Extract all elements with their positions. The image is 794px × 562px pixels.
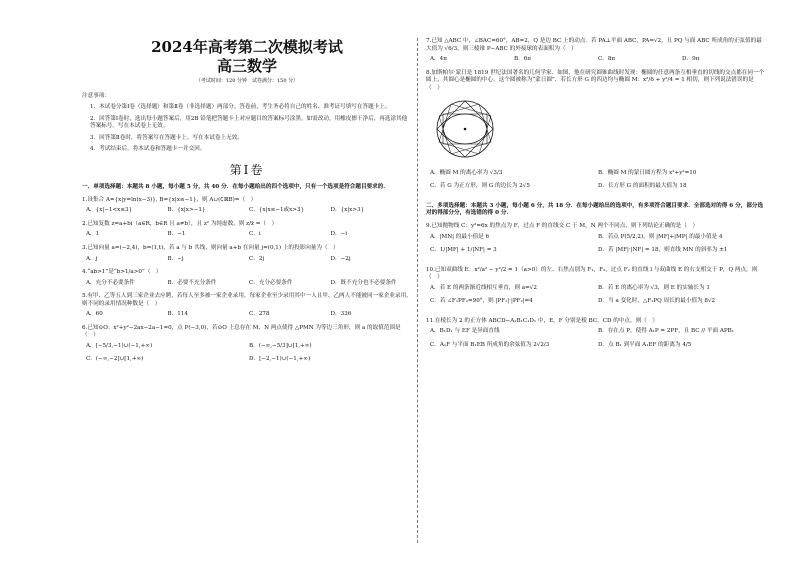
option-a: A．B₁D₁ 与 EF 是异面直线 xyxy=(430,328,500,335)
option-d: D．既不充分也不必要条件 xyxy=(330,279,397,286)
option-a: A．若 E 的两条渐近线相互垂直，则 a=√2 xyxy=(430,284,537,291)
option-b: B．若 E 的离心率为 √3，则 E 的实轴长为 1 xyxy=(598,284,710,291)
option-b: B．114 xyxy=(167,311,188,318)
option-b: B．−1 xyxy=(167,231,186,238)
option-b: B．(−∞,−5/3]∪[1,+∞) xyxy=(249,342,312,349)
question-5-options xyxy=(86,311,412,319)
option-c: C．278 xyxy=(249,311,270,318)
question-4-options xyxy=(86,280,412,288)
question-11-options xyxy=(430,328,766,355)
option-d: D．336 xyxy=(330,311,352,318)
option-b: B．{x|x>−1} xyxy=(167,207,206,214)
option-a: A．椭圆 M 的离心率为 √3/3 xyxy=(430,169,503,176)
exam-subtitle: 高三数学 xyxy=(216,57,277,75)
column-divider xyxy=(417,38,418,543)
option-b: B．−j xyxy=(167,255,184,262)
question-8-options xyxy=(430,170,766,197)
exam-title: 2024年高考第二次模拟考试 xyxy=(151,38,343,56)
volume-title: 第Ⅰ卷 xyxy=(229,163,265,178)
question-6-stem: 6.已知⊙O：x²+y²−2ax−2a−1=0，点 P(−3,0)，若⊙O 上总存在 M，N 两点使得 △PMN 为等边三角形，则 a 的取值范围是（ ） xyxy=(82,324,401,339)
option-d: D．−i xyxy=(330,231,348,238)
monge-circle-diagram xyxy=(430,98,500,160)
question-1-options xyxy=(86,207,412,215)
question-1-stem: 1.设集合 A={x|y=ln(x−3)}, B={x|x≤−1}，则 A∪(∁ℝB)=（ ） xyxy=(82,196,257,203)
option-b: B．若点 P(5/2,2)，则 |MF|+|MP| 的最小值是 4 xyxy=(598,233,723,240)
question-4-stem: 4.“ab>1”是“b>1/a>0”（ ） xyxy=(82,269,162,276)
question-8-stem: 8.加斯帕尔·蒙日是 1819 世纪法国著名的几何学家．如图，他在研究圆锥曲线时发现：椭圆的任意两条互相垂直的切线的交点都在同一个圆上，其圆心是椭圆的中心，这个圆被称为“蒙日圆”．若长方形 G 的四边均与椭圆 M：x²/6 + y²/4 = 1 相切，则下列说法错误的是（ ） xyxy=(426,69,765,91)
option-d: D．若 |MF|·|NF| = 18，则直线 MN 的斜率为 ±1 xyxy=(598,247,728,254)
question-9-options xyxy=(430,234,766,261)
question-7-options xyxy=(430,56,766,64)
right-column xyxy=(426,38,766,361)
option-d: D．{x|x>3} xyxy=(330,207,365,214)
option-c: C．8π xyxy=(598,56,616,63)
notice-item: 3．回答第Ⅱ卷时，将答案写在答题卡上。写在本试卷上无效。 xyxy=(90,134,243,141)
option-b: B．存在点 P，使得 A₁P = 2PF，且 BC // 平面 APB₁ xyxy=(598,328,734,335)
notice-item: 2．回答第Ⅰ卷时，选出每小题答案后，用2B 铅笔把答题卡上对应题目的答案标号涂黑。如需改动，用橡皮擦干净后，再选涂其他答案标号。写在本试卷上无效。 xyxy=(90,115,408,130)
question-7-stem: 7.已知 △ABC 中，∠BAC=60°，AB=2，Q 是边 BC 上的动点．若 PA⊥平面 ABC，PA=√2，且 PQ 与面 ABC 所成角的正弦值的最大值为 √6/3，则三棱锥 P−ABC 的外接球的表面积为（ ） xyxy=(426,38,762,52)
question-2-stem: 2.已知复数 z=a+bi（a∈R，b∈R 且 a≠b），且 z² 为纯虚数，则 z/z̄ =（ ） xyxy=(82,220,278,227)
question-3-stem: 3.已知向量 a=(−2,4)，b=(1,t)，若 a 与 b 共线，则向量 a+b 在向量 j=(0,1) 上的投影向量为（ ） xyxy=(82,244,339,251)
option-c: C．1/|MF| + 1/|NF| = 3 xyxy=(430,247,497,254)
question-11-stem: 11.在棱长为 2 的正方体 ABCD−A₁B₁C₁D₁ 中，E，F 分别是棱 BC，CD 的中点，则（ ） xyxy=(426,317,658,324)
option-d: D．长方形 G 的面积的最大值为 18 xyxy=(598,183,687,190)
option-c: C．若 G 为正方形，则 G 的边长为 2√5 xyxy=(430,183,530,190)
option-b: B．6π xyxy=(514,56,531,63)
option-c: C．A₁F 与平面 B₁EB 所成角的余弦值为 2√2/3 xyxy=(430,341,550,348)
exam-info: （考试时间：120 分钟 试卷满分：150 分） xyxy=(195,78,299,84)
left-column xyxy=(82,38,412,376)
question-3-options xyxy=(86,256,412,264)
option-c: C．若 ∠F₁PF₂=90°，则 |PF₁|·|PF₂|=4 xyxy=(430,298,533,305)
option-a: A．1 xyxy=(86,231,100,238)
question-5-stem: 5.有甲、乙等五人到三家企业去应聘，若每人至多被一家企业录用，每家企业至少录用其中一人且甲、乙两人不能被同一家企业录用，则不同的录用情况种数是（ ） xyxy=(82,293,412,307)
option-b: B．必要不充分条件 xyxy=(167,279,217,286)
option-d: D．−2j xyxy=(330,255,351,262)
question-2-options xyxy=(86,231,412,239)
option-d: D．[−2,−1)∪(−1,+∞) xyxy=(249,356,311,363)
option-b: B．椭圆 M 的蒙日圆方程为 x²+y²=10 xyxy=(598,169,697,176)
monge-circle-figure xyxy=(430,98,766,164)
option-a: A．60 xyxy=(86,311,103,318)
notice-item: 1．本试卷分第Ⅰ卷（选择题）和第Ⅱ卷（非选择题）两部分。答卷前，考生务必将自己的姓名、准考证号填写在答题卡上。 xyxy=(90,104,391,111)
option-a: A．充分不必要条件 xyxy=(86,279,135,286)
option-c: C．{x|x≤−1或x>3} xyxy=(249,207,305,214)
option-a: A．4π xyxy=(430,56,447,63)
notice-item: 4．考试结束后，将本试卷和答题卡一并交回。 xyxy=(90,146,206,153)
option-d: D．9π xyxy=(682,56,700,63)
option-c: C．2j xyxy=(249,255,265,262)
option-a: A．{x|−1<x≤3} xyxy=(86,207,133,214)
section-2-heading: 二、多项选择题：本题共 3 小题，每小题 6 分，共 18 分．在每小题给出的选项中，有多项符合题目要求．全部选对的得 6 分，部分选对的得部分分，有选错的得 0 分． xyxy=(426,202,764,217)
notice-heading: 注意事项： xyxy=(82,92,110,99)
question-10-stem: 10.已知双曲线 E：x²/a² − y²/2 = 1（a>0）的左、右焦点别为 F₁，F₂，过点 F₂ 的直线 l 与双曲线 E 的右支相交于 P，Q 两点，则（ ） xyxy=(426,266,758,281)
option-d: D．当 a 变化时，△F₁PQ 周长的最小值为 8√2 xyxy=(598,298,716,305)
option-c: C．i xyxy=(249,231,261,238)
option-a: A．|MN| 的最小值是 6 xyxy=(430,233,490,240)
option-a: A．[−5/3,−1)∪(−1,+∞) xyxy=(86,342,153,349)
option-c: C．(−∞,−2]∪[1,+∞) xyxy=(86,356,144,363)
question-6-options xyxy=(86,343,412,370)
question-10-options xyxy=(430,285,766,312)
option-a: A．j xyxy=(86,255,98,262)
question-9-stem: 9.已知抛物线 C：y²=6x 的焦点为 F，过点 F 的直线交 C 于 M，N 两个不同点，则下列结论正确的是（ ） xyxy=(426,223,699,230)
option-d: D．点 B₁ 到平面 A₁EF 的距离为 4/5 xyxy=(598,341,692,348)
section-heading: 一、单项选择题：本题共 8 小题，每小题 5 分，共 40 分．在每小题给出的四个选项中，只有一个选项是符合题目要求的． xyxy=(82,184,389,191)
option-c: C．充分必要条件 xyxy=(249,279,293,286)
